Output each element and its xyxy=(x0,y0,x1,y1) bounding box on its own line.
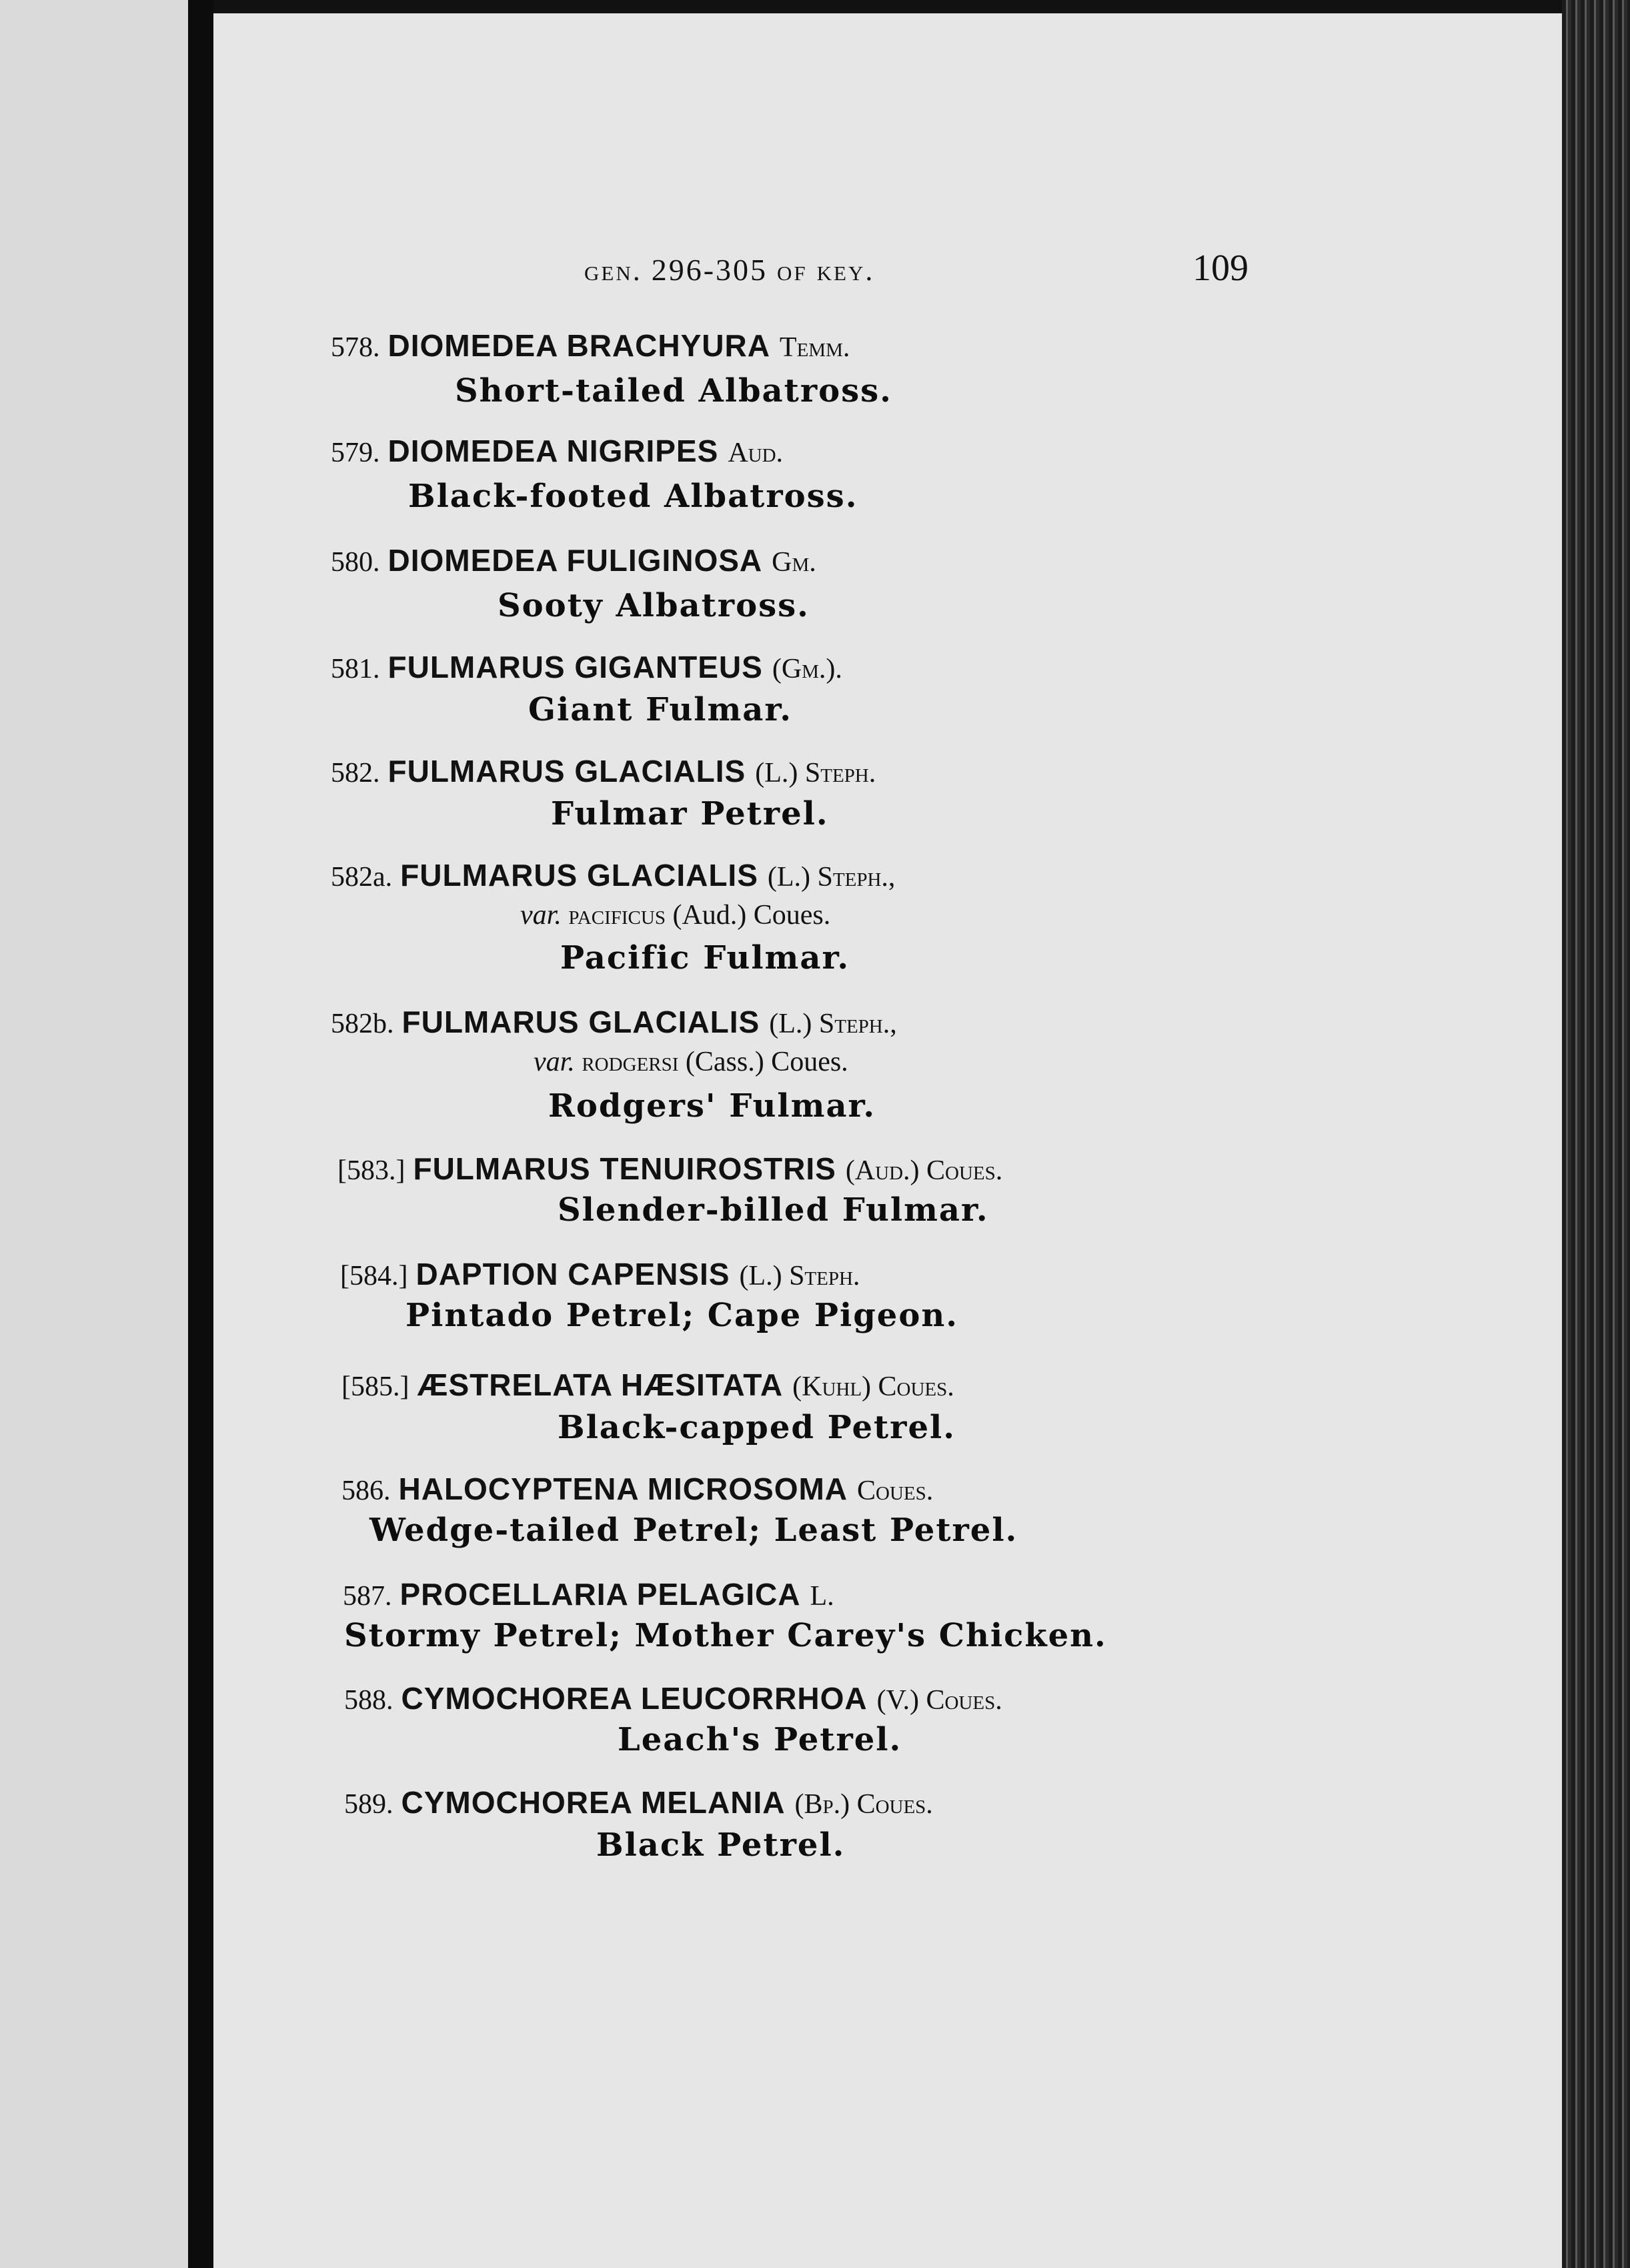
common-name: Rodgers' Fulmar. xyxy=(548,1087,876,1125)
scientific-name: DIOMEDEA FULIGINOSA xyxy=(387,543,763,578)
entry-580-heading xyxy=(331,542,816,581)
entry-579-heading xyxy=(331,432,783,472)
entry-number: 587. xyxy=(343,1581,392,1612)
entry-582a-heading xyxy=(331,857,895,896)
scientific-name: CYMOCHOREA LEUCORRHOA xyxy=(401,1681,868,1716)
scientific-name: PROCELLARIA PELAGICA xyxy=(399,1577,801,1612)
common-name: Slender-billed Fulmar. xyxy=(558,1191,989,1229)
common-name: Stormy Petrel; Mother Carey's Chicken. xyxy=(344,1617,1107,1654)
entry-number: 579. xyxy=(331,438,380,468)
authority: (L.) Steph., xyxy=(769,1009,897,1039)
scientific-name: ÆSTRELATA HÆSITATA xyxy=(417,1367,784,1402)
scientific-name: FULMARUS GLACIALIS xyxy=(401,1005,760,1039)
running-header-range: 296-305 xyxy=(651,253,768,287)
authority: (Aud.) Coues. xyxy=(845,1155,1003,1186)
running-header-key: of key. xyxy=(777,254,875,287)
entry-578-heading xyxy=(331,327,850,366)
entry-number: 582. xyxy=(331,758,380,788)
common-name: Pintado Petrel; Cape Pigeon. xyxy=(405,1297,958,1334)
entry-number: 588. xyxy=(344,1685,393,1716)
entry-584-heading xyxy=(340,1255,860,1295)
entry-number: 581. xyxy=(331,654,380,684)
entry-number: 586. xyxy=(341,1476,391,1506)
scientific-name: DIOMEDEA BRACHYURA xyxy=(387,328,770,363)
page-stack-edge xyxy=(1562,0,1630,2268)
scientific-name: FULMARUS GLACIALIS xyxy=(387,754,746,788)
entry-587-heading xyxy=(343,1576,834,1615)
variety-prefix: var. xyxy=(534,1047,575,1077)
entry-582-heading xyxy=(331,752,876,792)
common-name: Black-capped Petrel. xyxy=(558,1409,956,1446)
page-number: 109 xyxy=(1192,247,1249,289)
authority: Temm. xyxy=(779,332,850,363)
entry-585-heading xyxy=(341,1366,954,1405)
entry-number: 580. xyxy=(331,547,380,578)
common-name: Black-footed Albatross. xyxy=(408,478,858,515)
entry-582b-heading xyxy=(331,1003,897,1043)
book-gutter xyxy=(188,0,213,2268)
common-name: Leach's Petrel. xyxy=(618,1721,902,1758)
entry-586-heading xyxy=(341,1470,933,1510)
common-name: Black Petrel. xyxy=(596,1826,846,1864)
scientific-name: CYMOCHOREA MELANIA xyxy=(401,1785,786,1820)
entry-589-heading xyxy=(344,1784,933,1823)
variety-name: rodgersi xyxy=(582,1047,679,1077)
variety-line xyxy=(520,899,830,931)
entry-number: 578. xyxy=(331,332,380,363)
scientific-name: FULMARUS TENUIROSTRIS xyxy=(413,1151,836,1186)
entry-number: 582a. xyxy=(331,862,393,893)
scientific-name: DAPTION CAPENSIS xyxy=(416,1257,730,1291)
entry-number: 589. xyxy=(344,1789,393,1820)
variety-line xyxy=(534,1046,848,1078)
common-name: Short-tailed Albatross. xyxy=(455,372,892,410)
entry-588-heading xyxy=(344,1680,1002,1719)
authority: Aud. xyxy=(728,438,784,468)
running-header-gen: gen. xyxy=(584,254,642,287)
common-name: Sooty Albatross. xyxy=(498,587,810,624)
authority: Gm. xyxy=(772,547,816,578)
authority: (L.) Steph. xyxy=(739,1261,860,1291)
authority: L. xyxy=(810,1581,834,1612)
entry-581-heading xyxy=(331,648,842,688)
facing-page-edge xyxy=(0,0,188,2268)
scientific-name: DIOMEDEA NIGRIPES xyxy=(387,434,719,468)
scientific-name: FULMARUS GLACIALIS xyxy=(400,858,758,893)
authority: (L.) Steph. xyxy=(755,758,876,788)
authority: (L.) Steph., xyxy=(767,862,896,893)
common-name: Fulmar Petrel. xyxy=(551,795,829,832)
authority: (Kuhl) Coues. xyxy=(792,1371,954,1402)
entry-number: [584.] xyxy=(340,1261,408,1291)
common-name: Pacific Fulmar. xyxy=(560,939,850,977)
scientific-name: HALOCYPTENA MICROSOMA xyxy=(398,1472,848,1506)
authority: (Bp.) Coues. xyxy=(794,1789,933,1820)
variety-prefix: var. xyxy=(520,900,562,931)
entry-number: [583.] xyxy=(337,1155,405,1186)
variety-authority: (Aud.) Coues. xyxy=(672,900,831,931)
running-header xyxy=(584,252,874,288)
entry-number: [585.] xyxy=(341,1371,410,1402)
entry-number: 582b. xyxy=(331,1009,394,1039)
entry-583-heading xyxy=(337,1150,1002,1189)
variety-authority: (Cass.) Coues. xyxy=(685,1047,848,1077)
common-name: Giant Fulmar. xyxy=(528,691,792,728)
authority: (V.) Coues. xyxy=(876,1685,1002,1716)
variety-name: pacificus xyxy=(568,900,666,931)
authority: Coues. xyxy=(857,1476,934,1506)
scientific-name: FULMARUS GIGANTEUS xyxy=(387,650,763,684)
authority: (Gm.). xyxy=(772,654,842,684)
common-name: Wedge-tailed Petrel; Least Petrel. xyxy=(369,1512,1018,1549)
